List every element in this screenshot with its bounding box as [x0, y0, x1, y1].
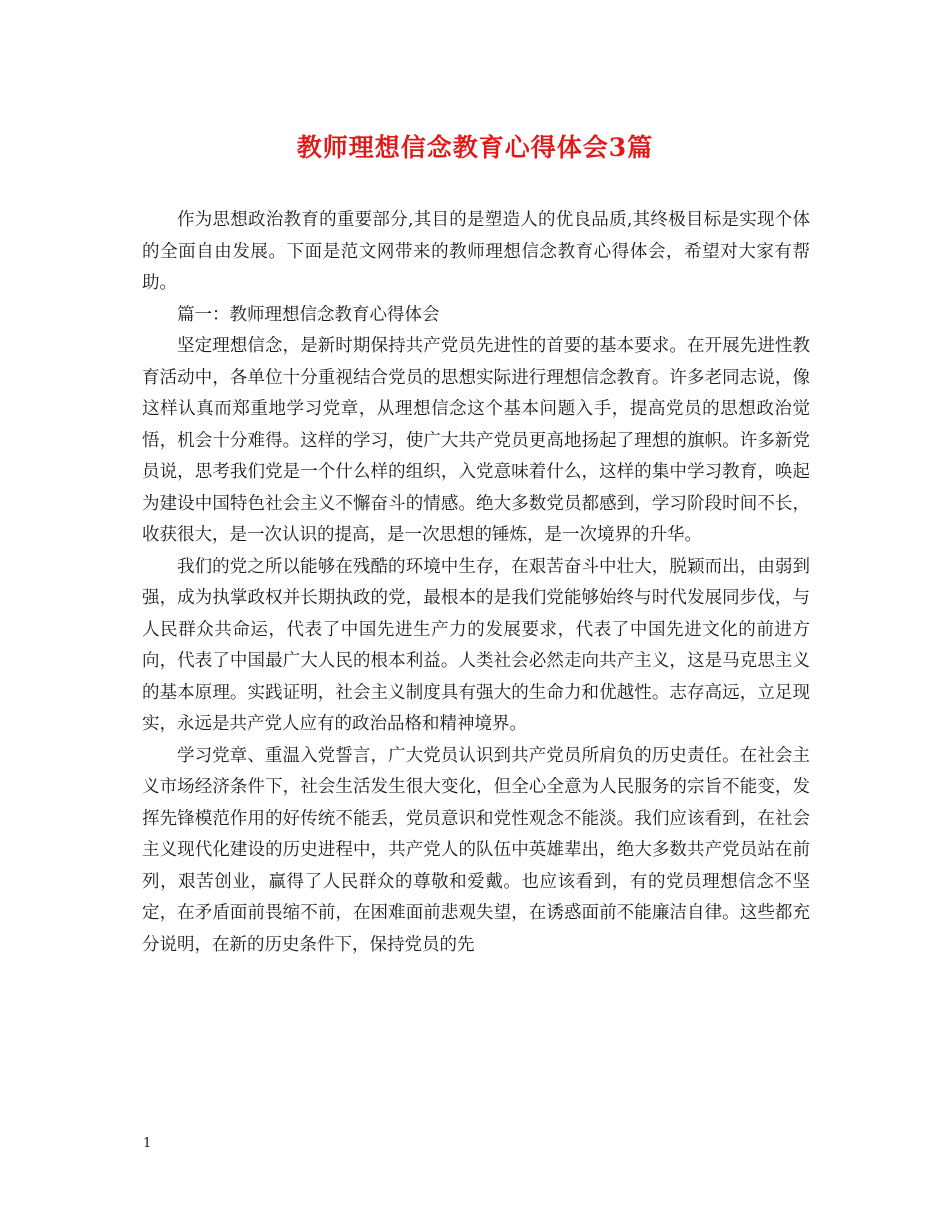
intro-paragraph: 作为思想政治教育的重要部分,其目的是塑造人的优良品质,其终极目标是实现个体的全面自由发展。下面是范文网带来的教师理想信念教育心得体会，希望对大家有帮助。 — [142, 210, 810, 293]
document-body — [142, 205, 810, 961]
page-number: 1 — [143, 1136, 152, 1151]
section-heading: 篇一：教师理想信念教育心得体会 — [177, 304, 440, 325]
body-paragraph: 我们的党之所以能够在残酷的环境中生存，在艰苦奋斗中壮大，脱颖而出，由弱到强，成为执掌政权并长期执政的党，最根本的是我们党能够始终与时代发展同步伐，与人民群众共命运，代表了中国先进生产力的发展要求，代表了中国先进文化的前进方向，代表了中国最广大人民的根本利益。人类社会必然走向共产主义，这是马克思主义的基本原理。实践证明，社会主义制度具有强大的生命力和优越性。志存高远，立足现实，永远是共产党人应有的政治品格和精神境界。 — [142, 556, 810, 734]
body-paragraph: 学习党章、重温入党誓言，广大党员认识到共产党员所肩负的历史责任。在社会主义市场经济条件下，社会生活发生很大变化，但全心全意为人民服务的宗旨不能变，发挥先锋模范作用的好传统不能丢，党员意识和党性观念不能淡。我们应该看到，在社会主义现代化建设的历史进程中，共产党人的队伍中英雄辈出，绝大多数共产党员站在前列，艰苦创业，赢得了人民群众的尊敬和爱戴。也应该看到，有的党员理想信念不坚定，在矛盾面前畏缩不前，在困难面前悲观失望，在诱惑面前不能廉洁自律。这些都充分说明，在新的历史条件下，保持党员的先 — [142, 745, 810, 955]
body-paragraph: 坚定理想信念，是新时期保持共产党员先进性的首要的基本要求。在开展先进性教育活动中，各单位十分重视结合党员的思想实际进行理想信念教育。许多老同志说，像这样认真而郑重地学习党章，从理想信念这个基本问题入手，提高党员的思想政治觉悟，机会十分难得。这样的学习，使广大共产党员更高地扬起了理想的旗帜。许多新党员说，思考我们党是一个什么样的组织，入党意味着什么，这样的集中学习教育，唤起为建设中国特色社会主义不懈奋斗的情感。绝大多数党员都感到，学习阶段时间不长，收获很大，是一次认识的提高，是一次思想的锤炼，是一次境界的升华。 — [142, 336, 810, 545]
document-title: 教师理想信念教育心得体会3篇 — [296, 133, 654, 162]
